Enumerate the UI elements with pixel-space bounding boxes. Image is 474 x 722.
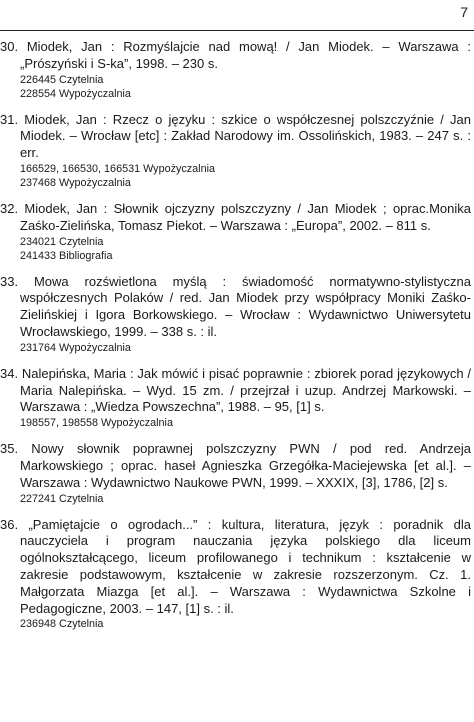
copy-location: 231764 Wypożyczalnia (20, 341, 131, 354)
entry-description: 31. Miodek, Jan : Rzecz o języku : szkice o współczesnej polszczyźnie / Jan Miodek. – Wrocław [etc] : Zakład Narodowy im. Ossolińskich, 1983. – 247 s. : err. (0, 111, 471, 161)
entry-description: 30. Miodek, Jan : Rozmyślajcie nad mową! / Jan Miodek. – Warszawa : „Prószyński i S-ka”, 1998. – 230 s. (0, 39, 471, 71)
copy-location: 241433 Bibliografia (20, 249, 113, 262)
entry-description: 33. Mowa rozświetlona myślą : świadomość normatywno-stylistyczna współczesnych Polaków / red. Jan Miodek przy współpracy Moniki Zaśko-Zielińskiej i Igora Borkowskiego. – Wrocław : Wydawnictwo Uniwersytetu Wrocławskiego, 1999. – 338 s. : il. (0, 273, 471, 339)
page-number: 7 (460, 4, 468, 20)
copy-location: 198557, 198558 Wypożyczalnia (20, 417, 173, 430)
header-rule (0, 30, 474, 31)
copy-location: 227241 Czytelnia (20, 492, 104, 505)
entry-description: 35. Nowy słownik poprawnej polszczyzny PWN / pod red. Andrzeja Markowskiego ; oprac. haseł Agnieszka Grzegółka-Maciejewska [et al.]. – Warszawa : Wydawnictwo Naukowe PWN, 1999. – XXXIX, [3], 1786, [2] s. (0, 441, 471, 490)
entry-description: 36. „Pamiętajcie o ogrodach...” : kultura, literatura, język : poradnik dla nauczyciela i program nauczania języka polskiego dla liceum ogólnokształcącego, liceum profilowanego i technikum : kształcenie w zakresie podstawowym, kształcenie w zakresie rozszerzonym. Cz. 1. Małgorzata Miazga [et al.]. – Warszawa : Wydawnictwa Szkolne i Pedagogiczne, 2003. – 147, [1] s. : il. (0, 516, 471, 616)
bibliography-entry (0, 274, 474, 355)
copy-location: 234021 Czytelnia (20, 235, 104, 248)
bibliography-entry (0, 366, 474, 430)
bibliography-entry (0, 517, 474, 632)
bibliography-list (0, 39, 474, 642)
entry-description: 34. Nalepińska, Maria : Jak mówić i pisać poprawnie : zbiorek porad językowych / Maria Nalepińska. – Wyd. 15 zm. / przejrzał i uzup. Andrzej Markowski. – Warszawa : „Wiedza Powszechna”, 1988. – 95, [1] s. (0, 365, 471, 415)
bibliography-entry (0, 39, 474, 101)
copy-location: 166529, 166530, 166531 Wypożyczalnia (20, 162, 215, 175)
copy-location: 226445 Czytelnia (20, 73, 104, 86)
entry-description: 32. Miodek, Jan : Słownik ojczyzny polszczyzny / Jan Miodek ; oprac.Monika Zaśko-Zielińska, Tomasz Piekot. – Warszawa : „Europa”, 2002. – 811 s. (0, 200, 471, 233)
copy-location: 236948 Czytelnia (20, 618, 104, 631)
copy-location: 237468 Wypożyczalnia (20, 176, 131, 189)
bibliography-entry (0, 201, 474, 263)
bibliography-entry (0, 112, 474, 190)
bibliography-entry (0, 441, 474, 505)
copy-location: 228554 Wypożyczalnia (20, 87, 131, 100)
